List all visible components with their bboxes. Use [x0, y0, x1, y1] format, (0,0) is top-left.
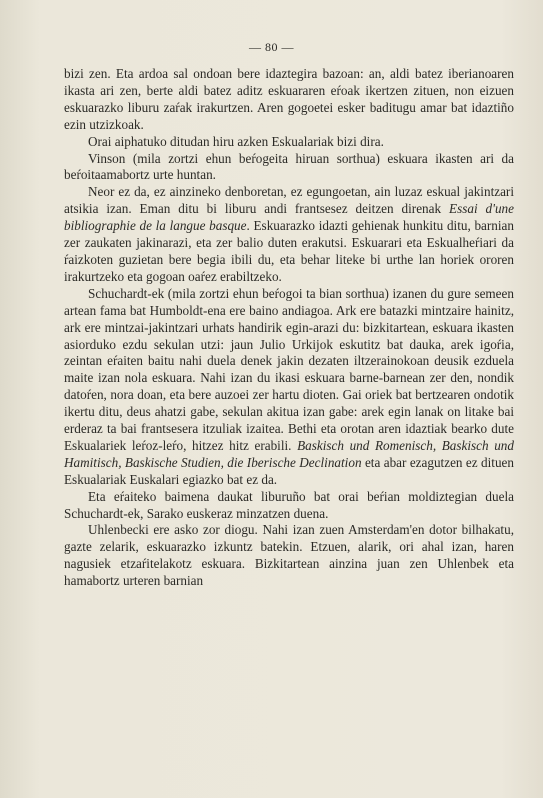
paragraph-1: bizi zen. Eta ardoa sal ondoan bere idaztegira bazoan: an, aldi batez iberianoaren ikasta ari zen, berte aldi batez aditz eskuararen eŕoak ikertzen zituen, non eizuen eskuarazko liburu zaŕak irakurtzen. Aren gogoetei esker baditugu amar bat idaztiño ezin utzizkoak.	[64, 66, 514, 132]
paragraph-6: Eta eŕaiteko baimena daukat liburuño bat orai beŕian moldiztegian duela Schuchardt-ek, Sarako euskeraz minzatzen duena.	[64, 488, 514, 521]
paragraph-4-book-title: Essai d'une bibliographie de la langue basque	[64, 201, 514, 234]
page-number: — 80 —	[249, 40, 294, 54]
paragraph-5-book-titles: Baskisch und Romenisch, Baskisch und Hamitisch, Baskische Studien, die Iberische Declination	[64, 437, 514, 470]
paragraph-4-text-before: Neor ez da, ez ainzineko denboretan, ez egungoetan, ain luzaz eskual jakintzari atsikia izan. Eman ditu bi liburu andi frantsesez deitzen direnak	[64, 184, 514, 217]
paragraph-7: Uhlenbecki ere asko zor diogu. Nahi izan zuen Amsterdam'en dotor bilhakatu, gazte zelarik, eskuarazko izkuntz batekin. Etzuen, alarik, ori ahal izan, haren nagusiek etzaŕitelakotz eskuara. Bizkitartean ainzina juan zen Uhlenbek eta hamabortz urteren barnian	[64, 522, 514, 589]
paragraph-2: Orai aiphatuko ditudan hiru azken Eskualariak bizi dira.	[88, 133, 384, 149]
body-text	[64, 66, 514, 590]
paragraph-4-text-after: . Eskuarazko idazti gehienak hunkitu ditu, barnian zer zaukaten jakinarazi, eta zer balio duten erakutsi. Eskuarari eta Eskualheŕiari da ŕaizkoten guzietan bere begia ibili du, eta behar liteke bi urthe lan horiek ororen irakurtzeko eta gogoan oaŕez erabiltzeko.	[64, 218, 514, 284]
paragraph-5	[64, 286, 514, 489]
paragraph-4	[64, 184, 514, 285]
paragraph-5-text-before: Schuchardt-ek (mila zortzi ehun beŕogoi ta bian sorthua) izanen du gure semeen artean fama bat Humboldt-ena ere baino andiagoa. Ark ere batazki mintzaire hainitz, ark ere mintzai-jakintzari urhats handirik egin-arazi du: bizkitartean, eskuara ikasten asiorduko ezdu sekulan utzi: jaun Julio Urkijok eskutitz bat dauka, arek igoŕia, zeintan eŕaiten baitu nahi duela denek jakin dezaten iltzerainokoan deusik ezduela maite izan nola eskuara. Nahi izan du ikasi eskuara barne-barnean zer den, nondik datoŕen, nora doan, eta bere auzoei zer hartu dioten. Gai oriek bat bertzearen ondotik ikertu ditu, deus ahatzi gabe, sekulan akitua izan gabe: arek egin lanak on litake bai erderaz ta bai frantsesera itzuliak izaitea. Bethi eta orotan aren idaztiak bearko dute Eskualariek leŕoz-leŕo, hitzez hitz erabili.	[64, 285, 514, 453]
paragraph-3: Vinson (mila zortzi ehun beŕogeita hiruan sorthua) eskuara ikasten ari da beŕoitaamabortz urte huntan.	[64, 150, 514, 183]
paragraph-5-text-after: eta abar ezagutzen ez dituen Eskualariak Euskalari egiazko bat ez da.	[64, 454, 514, 487]
